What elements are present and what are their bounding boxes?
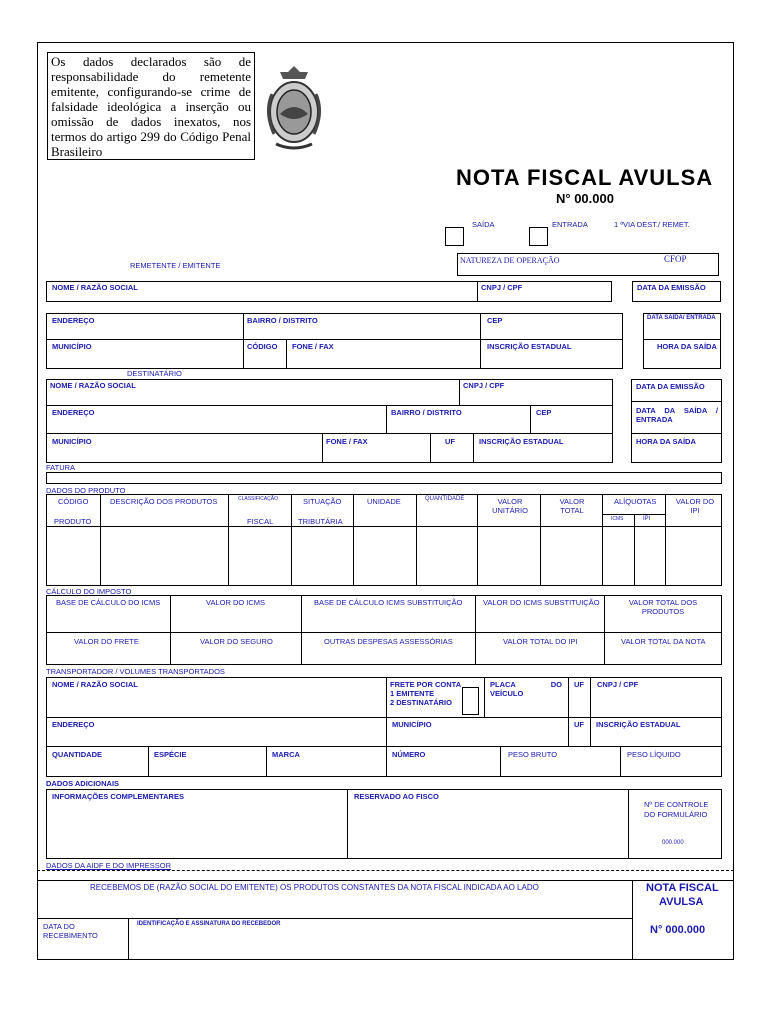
rem-hora-saida-label: HORA DA SAÍDA (657, 342, 717, 351)
transp-endereco-label: ENDEREÇO (52, 720, 95, 729)
fatura-field[interactable] (46, 472, 722, 484)
imp-valor-sub-label: VALOR DO ICMS SUBSTITUIÇÃO (483, 598, 600, 607)
transp-cnpj-label: CNPJ / CPF (597, 680, 639, 689)
prod-codigo-label: CÓDIGO (58, 497, 89, 506)
natureza-label: NATUREZA DE OPERAÇÃO (460, 256, 560, 265)
imp-valor-icms-label: VALOR DO ICMS (206, 598, 266, 607)
transp-frete-label: FRETE POR CONTA (390, 680, 462, 689)
dest-fone-label: FONE / FAX (326, 437, 368, 446)
dest-uf-label: UF (445, 437, 455, 446)
recibo-data-label: DATA DO RECEBIMENTO (43, 922, 98, 940)
cfop-label: CFOP (664, 254, 687, 264)
transp-inscricao-label: INSCRIÇÃO ESTADUAL (596, 720, 681, 729)
transp-peso-liquido-label: PESO LÍQUIDO (627, 750, 681, 759)
recibo-ident-label: IDENTIFICAÇÃO E ASSINATURA DO RECEBEDOR (137, 921, 281, 927)
prod-classificacao-label: CLASSIFICAÇÃO (238, 496, 279, 502)
entrada-checkbox[interactable] (529, 227, 548, 246)
imp-total-ipi-label: VALOR TOTAL DO IPI (503, 637, 578, 646)
dest-inscricao-label: INSCRIÇÃO ESTADUAL (479, 437, 564, 446)
adic-info-label: INFORMAÇÕES COMPLEMENTARES (52, 792, 184, 801)
prod-descricao-label: DESCRIÇÃO DOS PRODUTOS (110, 497, 218, 506)
dest-bairro-label: BAIRRO / DISTRITO (391, 408, 462, 417)
transp-quantidade-label: QUANTIDADE (52, 750, 102, 759)
dest-nome-label: NOME / RAZÃO SOCIAL (50, 381, 136, 390)
rem-bairro-label: BAIRRO / DISTRITO (247, 316, 318, 325)
rem-endereco-block[interactable] (46, 313, 623, 369)
document-number: N° 00.000 (556, 191, 614, 206)
prod-quantidade-label: QUANTIDADE (425, 496, 465, 502)
transp-placa-label: PLACA DO VEÍCULO (490, 680, 562, 698)
recibo-nf-title-2: AVULSA (659, 896, 704, 908)
rem-nome-label: NOME / RAZÃO SOCIAL (52, 283, 138, 292)
remetente-section-title: REMETENTE / EMITENTE (130, 261, 221, 270)
transp-frete-checkbox[interactable] (462, 687, 479, 715)
transp-uf2-label: UF (574, 720, 584, 729)
imp-valor-total-produtos-label: VALOR TOTAL DOS PRODUTOS (628, 598, 698, 616)
transp-destinatario-label: 2 DESTINATÁRIO (390, 698, 452, 707)
produto-table[interactable] (46, 494, 722, 586)
transp-emitente-label: 1 EMITENTE (390, 689, 435, 698)
coat-of-arms-icon (262, 62, 326, 154)
prod-unidade-label: UNIDADE (367, 497, 401, 506)
fatura-label: FATURA (46, 463, 76, 472)
transp-especie-label: ESPÉCIE (154, 750, 187, 759)
rem-codigo-label: CÓDIGO (247, 342, 278, 351)
recibo-text: RECEBEMOS DE (RAZÃO SOCIAL DO EMITENTE) OS PRODUTOS CONSTANTES DA NOTA FISCAL INDICADA AO LADO (90, 883, 539, 892)
rem-fone-label: FONE / FAX (292, 342, 334, 351)
prod-valor-unitario-label: VALOR UNITÁRIO (492, 497, 528, 515)
entrada-label: ENTRADA (552, 220, 588, 229)
transp-nome-label: NOME / RAZÃO SOCIAL (52, 680, 138, 689)
prod-aliquotas-label: ALÍQUOTAS (614, 497, 657, 506)
dest-data-emissao-label: DATA DA EMISSÃO (636, 382, 705, 391)
legal-warning: Os dados declarados são de responsabilidade do remetente emitente, configurando-se crime de falsidade ideológica a inserção ou omissão de dados inexatos, nos termos do artigo 299 do Código Penal Brasileiro (47, 52, 255, 160)
recibo-nf-title-1: NOTA FISCAL (646, 882, 719, 894)
imposto-section-title: CÁLCULO DO IMPOSTO (46, 587, 132, 596)
imp-base-icms-label: BASE DE CÁLCULO DO ICMS (56, 598, 161, 607)
dest-block[interactable] (46, 379, 613, 463)
rem-cnpj-label: CNPJ / CPF (481, 283, 523, 292)
imp-outras-label: OUTRAS DESPESAS ASSESSÓRIAS (324, 637, 453, 646)
imp-frete-label: VALOR DO FRETE (74, 637, 139, 646)
rem-cep-label: CEP (487, 316, 503, 325)
rem-data-emissao-label: DATA DA EMISSÃO (637, 283, 706, 292)
saida-checkbox[interactable] (445, 227, 464, 246)
prod-fiscal-label: FISCAL (247, 517, 274, 526)
dest-endereco-label: ENDEREÇO (52, 408, 95, 417)
dest-cep-label: CEP (536, 408, 552, 417)
adic-controle-label: Nº DE CONTROLE DO FORMULÁRIO (644, 800, 709, 819)
imp-base-sub-label: BASE DE CÁLCULO ICMS SUBSTITUIÇÃO (314, 598, 463, 607)
via-label: 1 ªVIA DEST./ REMET. (614, 220, 690, 229)
imp-seguro-label: VALOR DO SEGURO (200, 637, 273, 646)
rem-inscricao-label: INSCRIÇÃO ESTADUAL (487, 342, 572, 351)
dest-cnpj-label: CNPJ / CPF (463, 381, 505, 390)
recibo-block[interactable] (37, 880, 734, 960)
adic-controle-number: 000.000 (662, 840, 684, 846)
adic-fisco-label: RESERVADO AO FISCO (354, 792, 439, 801)
saida-label: SAÍDA (472, 220, 495, 229)
prod-icms-label: ICMS (611, 516, 624, 522)
rem-data-saida-label: DATA SAÍDA/ ENTRADA (647, 315, 716, 321)
prod-situacao-label: SITUAÇÃO (303, 497, 342, 506)
prod-valor-total-label: VALOR TOTAL (559, 497, 585, 515)
transp-uf-label: UF (574, 680, 584, 689)
transp-peso-bruto-label: PESO BRUTO (508, 750, 558, 759)
transp-section-title: TRANSPORTADOR / VOLUMES TRANSPORTADOS (46, 667, 225, 676)
recibo-nf-number: N° 000.000 (650, 924, 706, 936)
imp-total-nota-label: VALOR TOTAL DA NOTA (621, 637, 706, 646)
rem-municipio-label: MUNICÍPIO (52, 342, 92, 351)
aidf-label: DADOS DA AIDF E DO IMPRESSOR (46, 861, 172, 870)
prod-tributaria-label: TRIBUTÁRIA (298, 517, 343, 526)
prod-ipi-label: IPI (643, 516, 651, 522)
transp-numero-label: NÚMERO (392, 750, 426, 759)
transp-municipio-label: MUNICÍPIO (392, 720, 432, 729)
prod-valor-ipi-label: VALOR DO IPI (675, 497, 715, 515)
produto-section-title: DADOS DO PRODUTO (46, 486, 126, 495)
rem-data-saida-field[interactable] (643, 313, 721, 369)
dest-hora-saida-label: HORA DA SAÍDA (636, 437, 696, 446)
document-title: NOTA FISCAL AVULSA (456, 165, 714, 190)
prod-produto-label: PRODUTO (54, 517, 92, 526)
transp-marca-label: MARCA (272, 750, 300, 759)
rem-endereco-label: ENDEREÇO (52, 316, 95, 325)
dest-data-saida-label: DATA DA SAÍDA / ENTRADA (636, 406, 718, 424)
destinatario-section-title: DESTINATÁRIO (127, 369, 182, 378)
adicionais-section-title: DADOS ADICIONAIS (46, 779, 120, 788)
dest-municipio-label: MUNICÍPIO (52, 437, 92, 446)
